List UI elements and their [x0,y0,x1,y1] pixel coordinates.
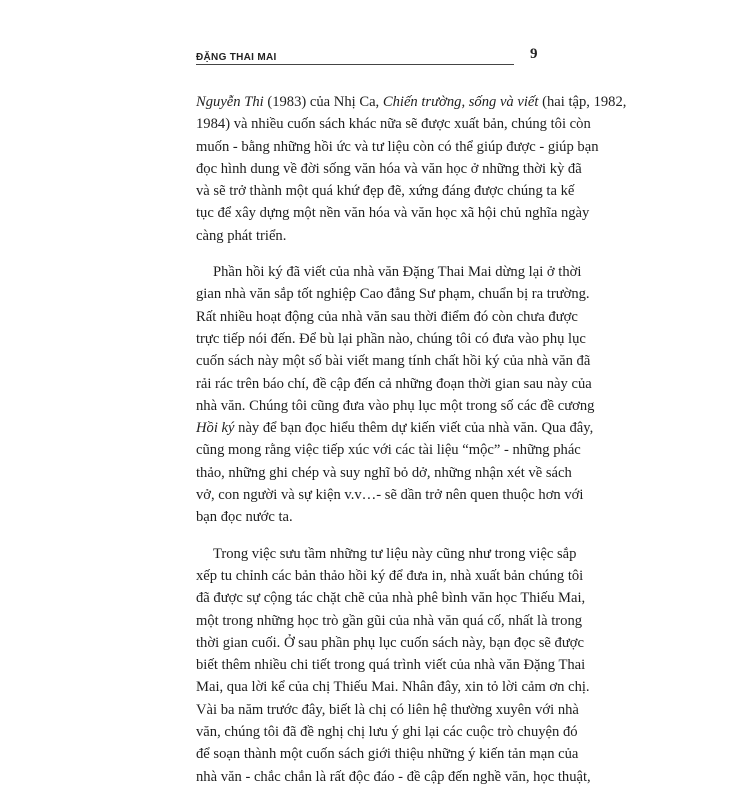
text-line [196,417,594,439]
text-line [196,350,591,372]
text-line [196,158,582,180]
text-line [196,373,592,395]
text-line [196,395,595,417]
text-run: bạn đọc nước ta. [196,509,293,526]
text-run: thời gian cuối. Ở sau phần phụ lục cuốn sách này, bạn đọc sẽ được [196,634,584,651]
italic-title: Nguyễn Thi [196,94,264,110]
text-run: thảo, những ghi chép và suy nghĩ bỏ dở, những nhận xét về sách [196,464,572,481]
text-line [196,699,579,721]
text-run: Phần hồi ký đã viết của nhà văn Đặng Thai Mai dừng lại ở thời [213,264,582,281]
text-line [196,136,599,158]
text-line [196,261,582,283]
text-run: (hai tập, 1982, [538,94,627,110]
italic-title: Chiến trường, sống và viết [382,94,539,110]
italic-title: Hồi ký [196,420,235,437]
text-run: một trong những học trò gần gũi của nhà văn quá cố, nhất là trong [196,612,583,629]
text-run: Rất nhiều hoạt động của nhà văn sau thời điểm đó còn chưa được [196,308,578,325]
text-run: Vài ba năm trước đây, biết là chị có liên hệ thường xuyên với nhà [196,701,579,718]
text-run: trực tiếp nói đến. Để bù lại phần nào, chúng tôi có đưa vào phụ lục [196,330,586,347]
header-rule [196,64,514,65]
text-run: cuốn sách này một số bài viết mang tính chất hồi ký của nhà văn đã [196,353,591,370]
text-line [196,766,591,788]
body-text [196,91,627,788]
text-line [196,484,584,506]
text-run: cũng mong rằng việc tiếp xúc với các tài liệu “mộc” - những phác [196,442,581,459]
paragraph-gap [196,529,556,543]
paragraph [196,543,591,788]
text-run: đã được sự cộng tác chặt chẽ của nhà phê bình văn học Thiếu Mai, [196,590,586,607]
text-run: vở, con người và sự kiện v.v…- sẽ dần trở nên quen thuộc hơn với [196,487,584,504]
text-run: này để bạn đọc hiểu thêm dự kiến viết của nhà văn. Qua đây, [234,420,594,437]
text-run: xếp tu chỉnh các bản thảo hồi ký để đưa in, nhà xuất bản chúng tôi [196,567,584,584]
text-line [196,202,590,224]
text-line [196,225,556,247]
text-line [196,654,586,676]
text-line [196,565,584,587]
text-run: Trong việc sưu tầm những tư liệu này cũng như trong việc sắp [213,545,577,562]
paragraph-gap [196,247,556,261]
paragraph [196,91,627,247]
text-line [196,610,583,632]
paragraph [196,261,595,529]
text-run: muốn - bằng những hồi ức và tư liệu còn có thể giúp được - giúp bạn [196,138,599,155]
text-line [196,283,590,305]
text-run: càng phát triển. [196,227,287,244]
text-run: gian nhà văn sắp tốt nghiệp Cao đẳng Sư phạm, chuẩn bị ra trường. [196,286,590,303]
text-line [196,113,591,135]
text-line [196,439,581,461]
running-header [196,44,544,68]
text-line [196,328,586,350]
text-line [196,462,572,484]
text-run: và sẽ trở thành một quá khứ đẹp đẽ, xứng đáng được chúng ta kế [196,183,575,200]
text-line [196,306,578,328]
text-run: biết thêm nhiều chi tiết trong quá trình viết của nhà văn Đặng Thai [196,657,586,674]
text-line [196,632,584,654]
text-run: rải rác trên báo chí, đề cập đến cả những đoạn thời gian sau này của [196,375,592,392]
text-run: (1983) của Nhị Ca, [263,94,383,110]
text-run: 1984) và nhiều cuốn sách khác nữa sẽ được xuất bản, chúng tôi còn [196,116,591,133]
text-line [196,91,627,113]
text-line [196,506,556,528]
text-line [196,721,578,743]
text-line [196,543,577,565]
text-run: nhà văn - chắc chắn là rất độc đáo - đề cập đến nghề văn, học thuật, [196,768,591,785]
text-line [196,180,575,202]
text-line [196,743,579,765]
text-run: văn, chúng tôi đã đề nghị chị lưu ý ghi lại các cuộc trò chuyện đó [196,724,578,741]
text-line [196,676,590,698]
text-run: để soạn thành một cuốn sách giới thiệu những ý kiến tản mạn của [196,746,579,763]
text-run: tục để xây dựng một nền văn hóa và văn học xã hội chủ nghĩa ngày [196,205,590,222]
text-run: nhà văn. Chúng tôi cũng đưa vào phụ lục một trong số các đề cương [196,397,595,414]
text-line [196,587,586,609]
text-run: Mai, qua lời kể của chị Thiếu Mai. Nhân đây, xin tỏ lời cảm ơn chị. [196,679,590,696]
page-number: 9 [530,46,538,62]
text-run: đọc hình dung về đời sống văn hóa và văn học ở những thời kỳ đã [196,160,582,177]
running-head-author: ĐẶNG THAI MAI [196,52,277,63]
